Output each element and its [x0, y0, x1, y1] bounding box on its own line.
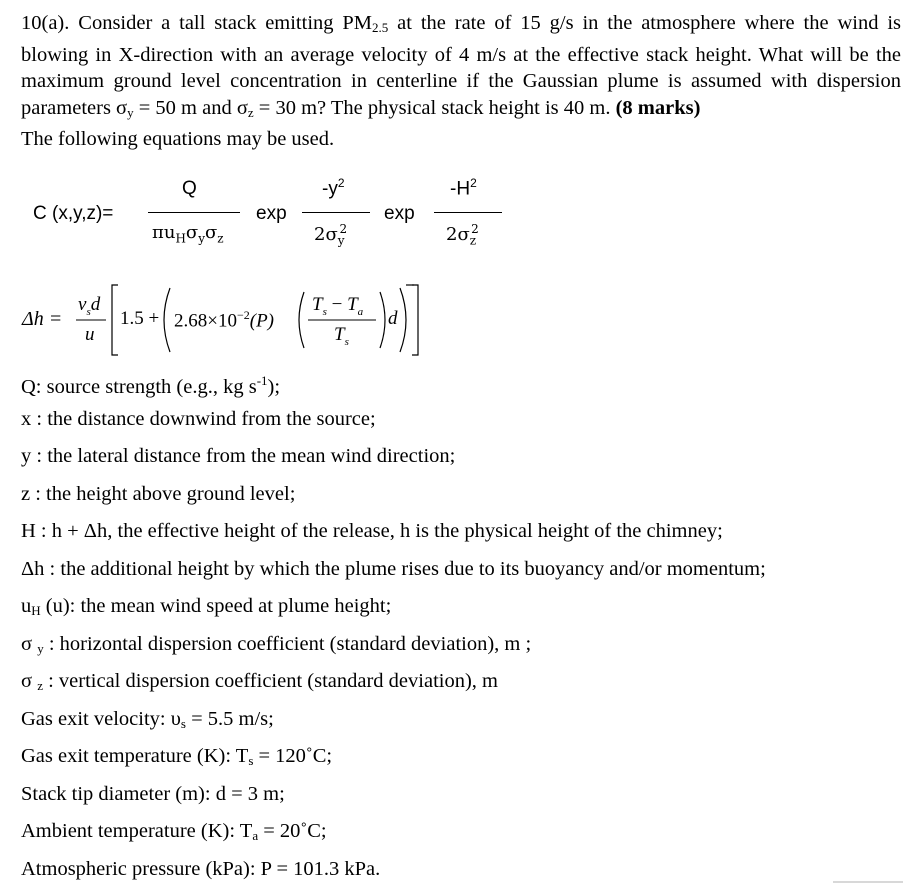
vsd-numerator [78, 294, 100, 318]
def-sz-sub: z [37, 678, 43, 693]
inner-right-paren [380, 292, 385, 348]
equations-intro: The following equations may be used. [21, 128, 334, 151]
question-number: 10(a). [21, 12, 69, 34]
def-sz-pre: σ [21, 670, 37, 692]
def-sz-text: : vertical dispersion coefficient (standard deviation), m [43, 670, 498, 692]
den1-sub-h: H [175, 232, 185, 246]
pm-subscript: 2.5 [372, 20, 388, 35]
den1-sigma-y: σ [186, 222, 198, 243]
definition-gas-exit-temperature [21, 741, 901, 779]
ts-num-sub: s [323, 306, 327, 318]
den2-sub: y [338, 234, 345, 248]
num3-text: -H [450, 178, 470, 199]
definition-delta-h: Δh : the additional height by which the plume rises due to its buoyancy and/or momentum; [21, 554, 901, 592]
definition-sigma-y [21, 629, 901, 667]
outer-left-paren [164, 288, 170, 352]
num-v: v [78, 294, 86, 315]
def-vs-pre: Gas exit velocity: υ [21, 708, 181, 730]
question-paragraph [21, 10, 901, 126]
num2-text: -y [322, 178, 338, 199]
plume-rise-equation [0, 280, 921, 360]
definitions-list [21, 366, 901, 891]
def-ts-text: = 120˚C; [253, 745, 332, 767]
den3-text: 2σ [446, 224, 470, 245]
exp-label-1: exp [256, 203, 287, 225]
minus-sign: − [327, 294, 347, 315]
den1-pi-u: πu [152, 222, 175, 243]
gaussian-plume-equation [0, 170, 921, 260]
def-ta-text: = 20˚C; [258, 820, 327, 842]
gaussian-denominator-3 [446, 222, 479, 248]
definition-ambient-temperature [21, 816, 901, 854]
gaussian-denominator-1 [152, 222, 224, 246]
num-d: d [91, 294, 101, 315]
gaussian-numerator-3 [450, 176, 477, 200]
gaussian-numerator-2 [322, 176, 345, 200]
def-sy-pre: σ [21, 633, 37, 655]
temp-denominator [334, 324, 349, 348]
term-d: d [388, 308, 398, 330]
temp-numerator [312, 294, 363, 318]
delta-h-text: Δh = [22, 308, 62, 330]
question-text-2: at the rate of 15 g/s in the atmosphere where the wind is blowing in X-direction with an average velocity of 4 m/s at the effective stack height. What will be the maximum ground level concentration in centerline if the Gaussian plume is assumed with dispersion parameters σ [21, 12, 901, 119]
def-vs-sub: s [181, 716, 186, 731]
def-q-after: ); [268, 376, 281, 398]
den1-sub-y: y [198, 232, 205, 246]
outer-right-paren [400, 288, 406, 352]
term-p: (P) [250, 310, 274, 331]
num2-sup: 2 [338, 176, 345, 190]
den2-text: 2σ [314, 224, 338, 245]
u-denominator: u [85, 324, 95, 346]
definition-q [21, 366, 901, 404]
marks-label: (8 marks) [616, 97, 701, 119]
question-text-1: Consider a tall stack emitting PM [69, 12, 372, 34]
coefficient-sup: −2 [237, 308, 250, 322]
def-ts-pre: Gas exit temperature (K): T [21, 745, 248, 767]
den3-sup: 2 [471, 222, 479, 236]
inner-left-paren [299, 292, 304, 348]
def-q-sup: -1 [257, 373, 268, 388]
definition-gas-exit-velocity [21, 704, 901, 742]
den2-sup: 2 [340, 222, 348, 236]
coefficient-text: 2.68×10 [174, 310, 237, 331]
def-uh-text: (u): the mean wind speed at plume height; [41, 595, 392, 617]
def-sy-sub: y [37, 641, 44, 656]
question-text-3: = 50 m and σ [134, 97, 248, 119]
def-ta-sub: a [252, 828, 258, 843]
definition-x: x : the distance downwind from the source; [21, 404, 901, 442]
def-q-text: Q: source strength (e.g., kg s [21, 376, 257, 398]
ts-den-sub: s [345, 336, 349, 348]
def-vs-text: = 5.5 m/s; [186, 708, 274, 730]
ta-num-sub: a [358, 306, 364, 318]
right-square-bracket-1 [412, 285, 418, 355]
fraction-line-1 [148, 212, 240, 213]
left-square-bracket [112, 285, 118, 355]
definition-atmospheric-pressure: Atmospheric pressure (kPa): P = 101.3 kPa. [21, 854, 901, 891]
plume-rise-lhs [22, 308, 62, 331]
def-uh-sub: H [31, 603, 40, 618]
num-v-sub: s [86, 306, 90, 318]
gaussian-lhs: C (x,y,z)= [33, 203, 113, 225]
def-uh-pre: u [21, 595, 31, 617]
gaussian-numerator-q: Q [182, 178, 197, 200]
gaussian-denominator-2 [314, 222, 347, 248]
definition-uh [21, 591, 901, 629]
den3-sub: z [470, 234, 476, 248]
ts-num: T [312, 294, 323, 315]
def-ta-pre: Ambient temperature (K): T [21, 820, 252, 842]
num3-sup: 2 [470, 176, 477, 190]
def-ts-sub: s [248, 753, 253, 768]
exp-label-2: exp [384, 203, 415, 225]
den1-sub-z: z [217, 232, 223, 246]
definition-stack-diameter: Stack tip diameter (m): d = 3 m; [21, 779, 901, 817]
term-1-5: 1.5 + [120, 308, 159, 330]
sigma-y-subscript: y [127, 105, 134, 120]
term-coefficient [174, 308, 274, 332]
definition-z: z : the height above ground level; [21, 479, 901, 517]
den1-sigma-z: σ [205, 222, 217, 243]
fraction-line-2 [302, 212, 370, 213]
def-sy-text: : horizontal dispersion coefficient (standard deviation), m ; [44, 633, 532, 655]
definition-y: y : the lateral distance from the mean wind direction; [21, 441, 901, 479]
definition-sigma-z [21, 666, 901, 704]
ts-den: T [334, 324, 345, 345]
fraction-line-3 [434, 212, 502, 213]
ta-num: T [347, 294, 358, 315]
question-text-4: = 30 m? The physical stack height is 40 m. [254, 97, 616, 119]
definition-h: H : h + Δh, the effective height of the release, h is the physical height of the chimney; [21, 516, 901, 554]
sigma-z-subscript: z [248, 105, 254, 120]
